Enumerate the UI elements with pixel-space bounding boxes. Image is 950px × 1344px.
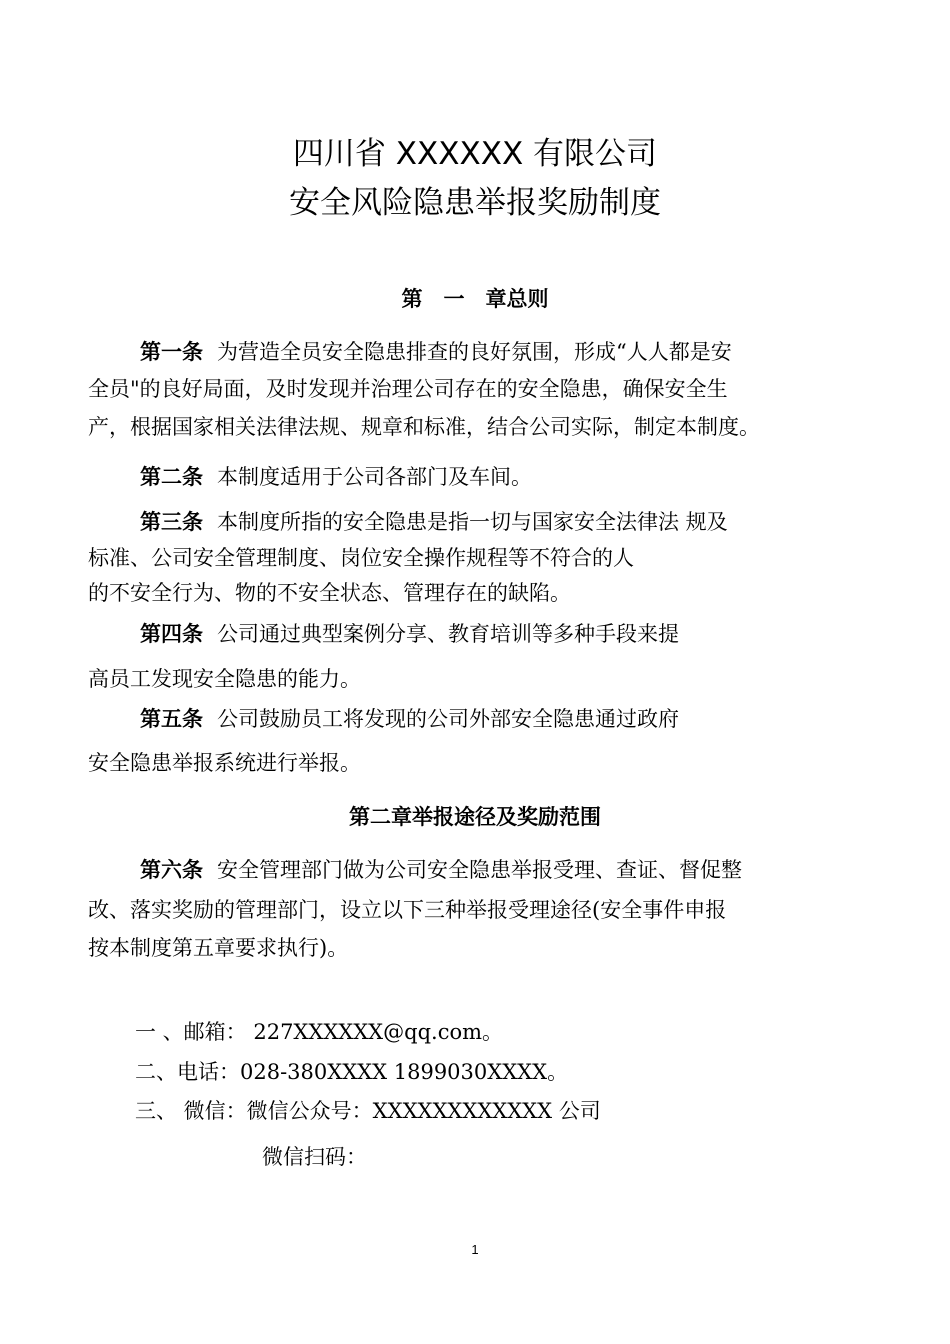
article-3-line-2: 标准、公司安全管理制度、岗位安全操作规程等不符合的人 — [88, 546, 634, 570]
channel-email: 一 、邮箱： 227XXXXXX@qq.com。 — [135, 1020, 504, 1044]
article-5-line-2: 安全隐患举报系统进行举报。 — [88, 751, 361, 775]
article-6-text: 安全管理部门做为公司安全隐患举报受理、查证、督促整 — [217, 858, 742, 882]
channel-wechat: 三、 微信：微信公众号：XXXXXXXXXXXX 公司 — [135, 1099, 601, 1123]
article-3-label: 第三条 — [140, 510, 203, 534]
article-4-line-2: 高员工发现安全隐患的能力。 — [88, 667, 361, 691]
chapter-1-heading: 第 一 章总则 — [401, 287, 549, 311]
document-title-line-2: 安全风险隐患举报奖励制度 — [289, 185, 661, 221]
article-4-line-1 — [140, 619, 679, 649]
article-3-text: 本制度所指的安全隐患是指一切与国家安全法律法 规及 — [217, 510, 728, 534]
article-5-text: 公司鼓励员工将发现的公司外部安全隐患通过政府 — [217, 707, 679, 731]
channel-phone: 二、电话：028-380XXXX 1899030XXXX。 — [135, 1060, 569, 1084]
document-title-line-1: 四川省 XXXXXX 有限公司 — [292, 136, 658, 172]
article-6-line-3: 按本制度第五章要求执行)。 — [88, 936, 349, 960]
chapter-2-heading: 第二章举报途径及奖励范围 — [349, 805, 601, 829]
article-1-line-2: 全员"的良好局面，及时发现并治理公司存在的安全隐患，确保安全生 — [88, 377, 728, 401]
article-3-line-3: 的不安全行为、物的不安全状态、管理存在的缺陷。 — [88, 581, 571, 605]
article-4-text: 公司通过典型案例分享、教育培训等多种手段来提 — [217, 622, 679, 646]
article-2-line-1 — [140, 462, 532, 492]
article-1-line-3: 产，根据国家相关法律法规、规章和标准，结合公司实际，制定本制度。 — [88, 415, 760, 439]
article-4-label: 第四条 — [140, 622, 203, 646]
page-number: 1 — [471, 1242, 479, 1257]
article-2-label: 第二条 — [140, 465, 203, 489]
wechat-scan-label: 微信扫码： — [262, 1145, 367, 1169]
article-3-line-1 — [140, 507, 728, 537]
article-1-line-1 — [140, 337, 732, 367]
article-2-text: 本制度适用于公司各部门及车间。 — [217, 465, 532, 489]
article-6-line-2: 改、落实奖励的管理部门，设立以下三种举报受理途径(安全事件申报 — [88, 898, 727, 922]
article-5-label: 第五条 — [140, 707, 203, 731]
article-5-line-1 — [140, 704, 679, 734]
article-1-label: 第一条 — [140, 340, 203, 364]
article-6-line-1 — [140, 855, 742, 885]
article-6-label: 第六条 — [140, 858, 203, 882]
article-1-text: 为营造全员安全隐患排查的良好氛围，形成“人人都是安 — [217, 340, 732, 364]
